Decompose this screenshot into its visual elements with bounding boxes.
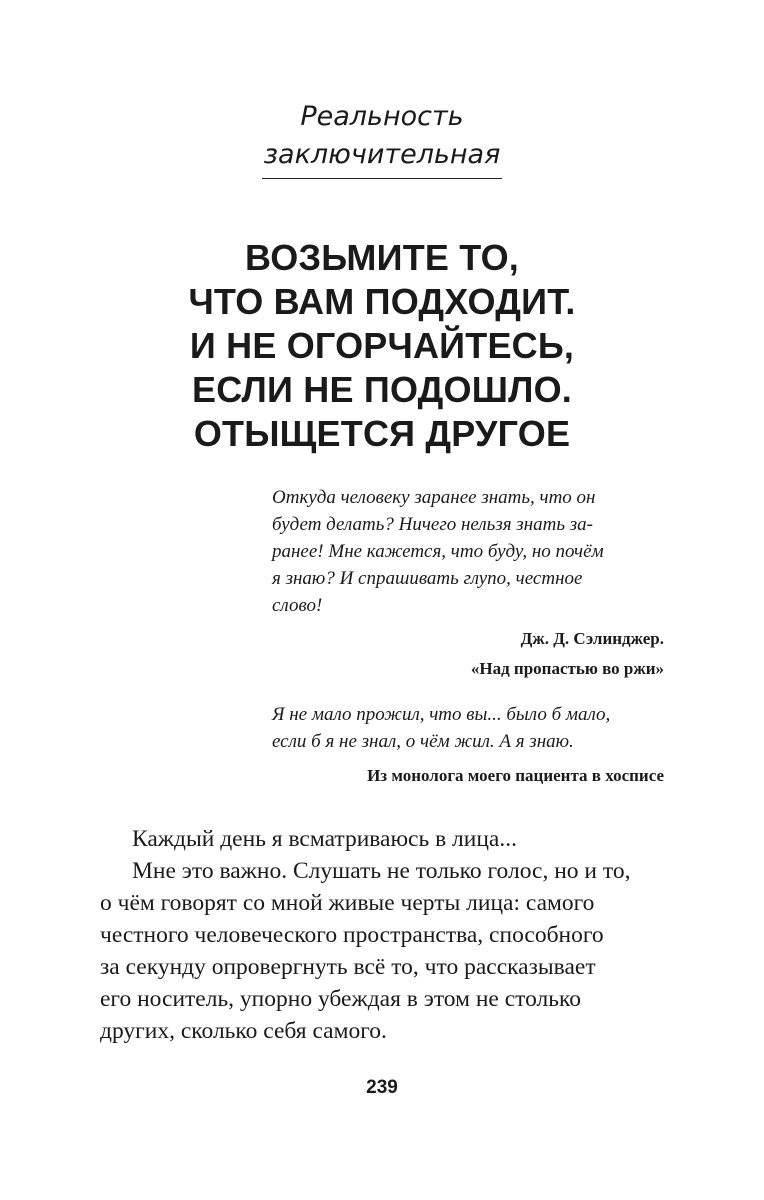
epigraph-line: будет делать? Ничего нельзя знать за- <box>272 514 594 535</box>
page-number: 239 <box>366 1077 398 1098</box>
epigraph-source: «Над пропастью во ржи» <box>470 659 664 678</box>
body-line: Мне это важно. Слушать не только голос, но и то, <box>132 858 631 884</box>
section-header-line-2: заключительная <box>263 139 501 170</box>
body-line: за секунду опровергнуть всё то, что рассказывает <box>100 954 596 980</box>
body-line: других, сколько себя самого. <box>100 1018 387 1044</box>
body-line: Каждый день я всматриваюсь в лица... <box>132 826 517 852</box>
chapter-title-line: ЕСЛИ НЕ ПОДОШЛО. <box>192 369 572 410</box>
epigraph-line: я знаю? И спрашивать глупо, честное <box>272 568 583 589</box>
section-header-rule <box>262 178 502 179</box>
body-line: о чём говорят со мной живые черты лица: самого <box>100 890 595 916</box>
body-line: его носитель, упорно убеждая в этом не столько <box>100 986 581 1012</box>
body-line: честного человеческого пространства, способного <box>100 922 604 948</box>
chapter-title <box>82 236 682 456</box>
epigraph-attribution <box>272 624 664 684</box>
epigraph-source: Из монолога моего пациента в хосписе <box>367 766 664 785</box>
chapter-title-line: ОТЫЩЕТСЯ ДРУГОЕ <box>193 413 571 454</box>
chapter-title-line: ЧТО ВАМ ПОДХОДИТ. <box>188 281 576 322</box>
epigraph-line: если б я не знал, о чём жил. А я знаю. <box>272 731 574 752</box>
chapter-title-line: И НЕ ОГОРЧАЙТЕСЬ, <box>189 325 575 366</box>
epigraph-author: Дж. Д. Сэлинджер. <box>520 629 664 648</box>
section-header-line-1: Реальность <box>300 101 464 132</box>
epigraph-quote <box>272 484 664 619</box>
chapter-title-line: ВОЗЬМИТЕ ТО, <box>245 237 519 278</box>
epigraph-line: Откуда человеку заранее знать, что он <box>272 487 596 508</box>
epigraph-attribution <box>272 761 664 791</box>
epigraph-line: Я не мало прожил, что вы... было б мало, <box>272 704 611 725</box>
section-header <box>232 98 532 179</box>
epigraph-patient <box>272 701 664 791</box>
epigraph-line: слово! <box>272 595 323 616</box>
epigraph-line: ранее! Мне кажется, что буду, но почём <box>272 541 604 562</box>
body-paragraphs <box>100 823 665 1047</box>
epigraph-salinger <box>272 484 664 684</box>
epigraph-quote <box>272 701 664 755</box>
